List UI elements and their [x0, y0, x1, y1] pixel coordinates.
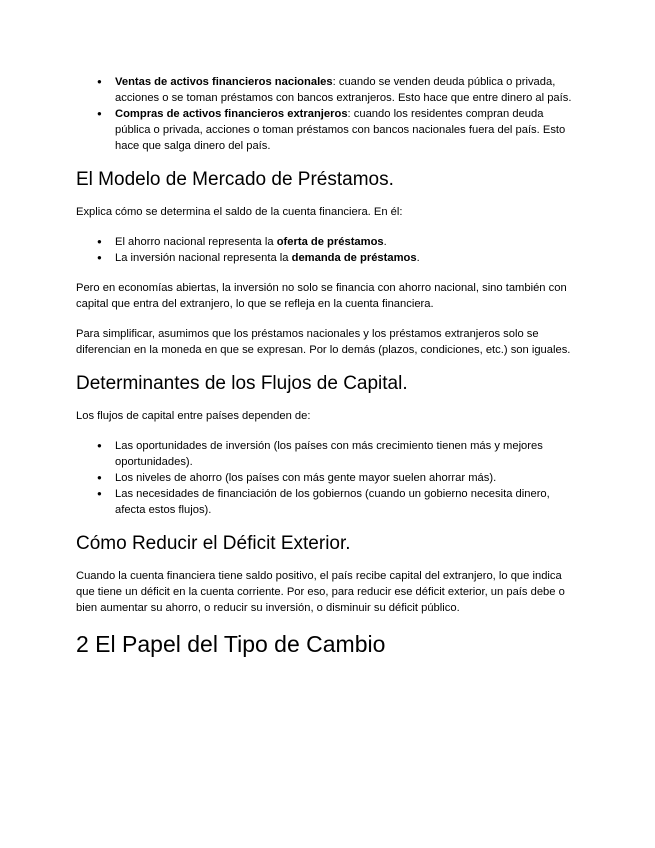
list-item: [76, 234, 576, 250]
list-item-text: : cuando se venden deuda pública o privada, acciones o se toman préstamos con bancos extranjeros. Esto hace que entre dinero al país.: [115, 76, 572, 104]
chapter-heading: 2 El Papel del Tipo de Cambio: [76, 631, 386, 657]
list-item-text: La inversión nacional representa la: [115, 252, 292, 264]
loan-market-list: [76, 234, 576, 266]
list-item-punct: .: [416, 252, 420, 264]
section-intro: Explica cómo se determina el saldo de la cuenta financiera. En él:: [76, 206, 403, 218]
list-item: ● Las necesidades de financiación de los gobiernos (cuando un gobierno necesita dinero, afecta estos flujos).: [76, 486, 576, 518]
list-item-term: Ventas de activos financieros nacionales: [115, 76, 333, 88]
list-item: ● Las oportunidades de inversión (los países con más crecimiento tienen más y mejores oportunidades).: [76, 438, 576, 470]
section-intro: Los flujos de capital entre países dependen de:: [76, 410, 311, 422]
list-item: ● Los niveles de ahorro (los países con más gente mayor suelen ahorrar más).: [76, 470, 576, 486]
section-heading-capital-flows: Determinantes de los Flujos de Capital.: [76, 373, 408, 394]
list-item-term: Compras de activos financieros extranjeros: [115, 108, 348, 120]
list-item-term: demanda de préstamos: [291, 252, 417, 264]
paragraph: Pero en economías abiertas, la inversión no solo se financia con ahorro nacional, sino también con capital que entra del extranjero, lo que se refleja en la cuenta financiera.: [76, 282, 567, 310]
capital-flows-list: [76, 438, 576, 518]
list-item: [76, 250, 576, 266]
list-item: [76, 106, 576, 154]
section-heading-external-deficit: Cómo Reducir el Déficit Exterior.: [76, 533, 351, 554]
document-page: [76, 74, 576, 658]
list-item-punct: .: [383, 236, 387, 248]
list-item: [76, 74, 576, 106]
section-heading-loan-market: El Modelo de Mercado de Préstamos.: [76, 169, 394, 190]
list-item-text: : cuando los residentes compran deuda pública o privada, acciones o toman préstamos con bancos nacionales fuera del país. Esto hace que salga dinero del país.: [115, 108, 566, 152]
paragraph: Cuando la cuenta financiera tiene saldo positivo, el país recibe capital del extranjero, lo que indica que tiene un déficit en la cuenta corriente. Por eso, para reducir ese déficit exterior, un país debe o bien aumentar su ahorro, o reducir su inversión, o disminuir su déficit público.: [76, 570, 565, 614]
financial-assets-list: [76, 74, 576, 154]
paragraph: Para simplificar, asumimos que los préstamos nacionales y los préstamos extranjeros solo se diferencian en la moneda en que se expresan. Por lo demás (plazos, condiciones, etc.) son iguales.: [76, 328, 571, 356]
list-item-text: El ahorro nacional representa la: [115, 236, 277, 248]
list-item-term: oferta de préstamos: [276, 236, 384, 248]
